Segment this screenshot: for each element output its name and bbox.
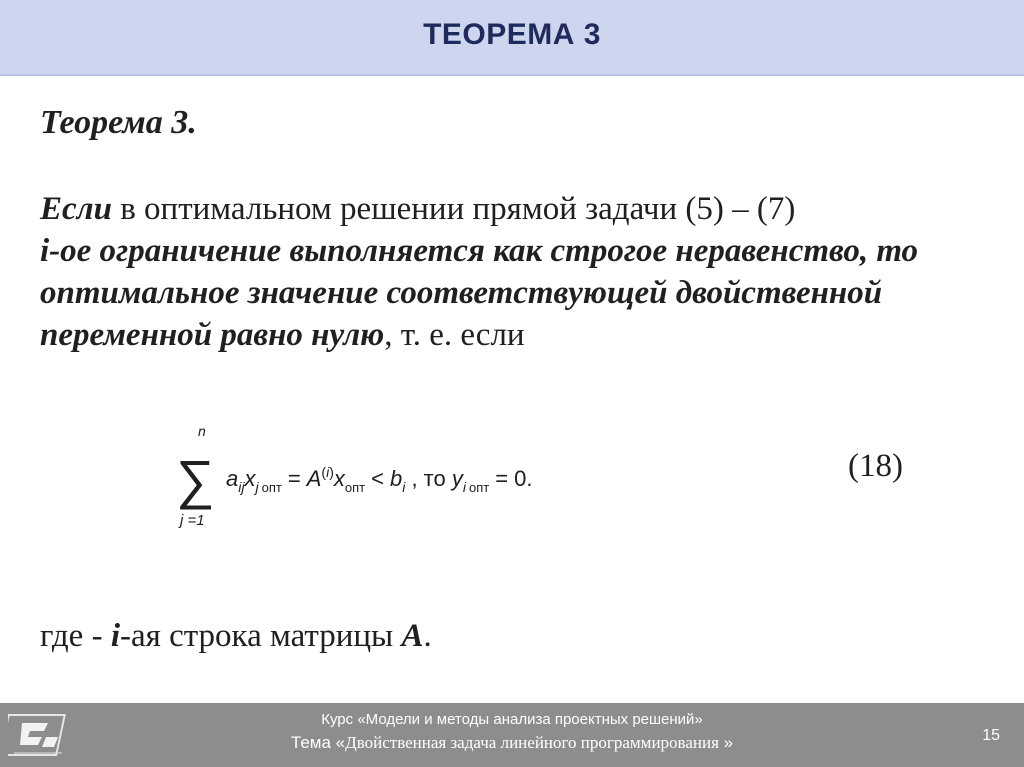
where-prefix: где - bbox=[40, 618, 111, 654]
slide-header bbox=[0, 0, 1024, 76]
svg-text:aijxjопт=A(i)xопт<bi , то yiоп: $a_{ij}x_j$ опт = $A^(i)x_{опт} < b_i$ , то $y_i$ опт = 0. bbox=[226, 464, 533, 495]
topic-value: Двойственная задача линейного программирования bbox=[345, 733, 719, 752]
theorem-heading-block bbox=[40, 104, 990, 142]
statement-if: Если bbox=[40, 191, 112, 227]
sum-sign: ∑ bbox=[176, 450, 215, 510]
statement-part-1: в оптимальном решении прямой задачи (5) – (7) bbox=[111, 191, 796, 227]
course-name: Курс «Модели и методы анализа проектных решений» bbox=[321, 711, 703, 728]
slide-footer bbox=[0, 703, 1024, 767]
equation-number: (18) bbox=[848, 448, 903, 484]
formula-18 bbox=[170, 420, 730, 540]
where-i: i bbox=[110, 618, 120, 654]
where-suffix: . bbox=[423, 618, 432, 654]
statement-part-2: , т. е. если bbox=[384, 317, 525, 353]
where-middle: -ая строка матрицы bbox=[120, 618, 402, 654]
statement-emphasis: i-ое ограничение выполняется как строгое неравенство, то оптимальное значение соответствующей двойственной переменной равно нулю bbox=[40, 233, 919, 353]
topic-suffix: » bbox=[718, 733, 734, 752]
theorem-title: Теорема 3. bbox=[40, 104, 197, 141]
where-line bbox=[40, 618, 432, 655]
sum-lower-limit: j =1 bbox=[180, 512, 205, 529]
theorem-statement bbox=[40, 188, 990, 356]
formula-expression bbox=[226, 464, 533, 495]
page-number: 15 bbox=[982, 727, 1000, 744]
formula-svg bbox=[170, 420, 730, 540]
topic-prefix: Тема « bbox=[290, 733, 346, 752]
where-matrix-a: A bbox=[401, 618, 424, 654]
sum-upper-limit: n bbox=[198, 423, 206, 439]
slide-title: ТЕОРЕМА 3 bbox=[423, 18, 601, 51]
topic-line bbox=[0, 733, 1024, 753]
